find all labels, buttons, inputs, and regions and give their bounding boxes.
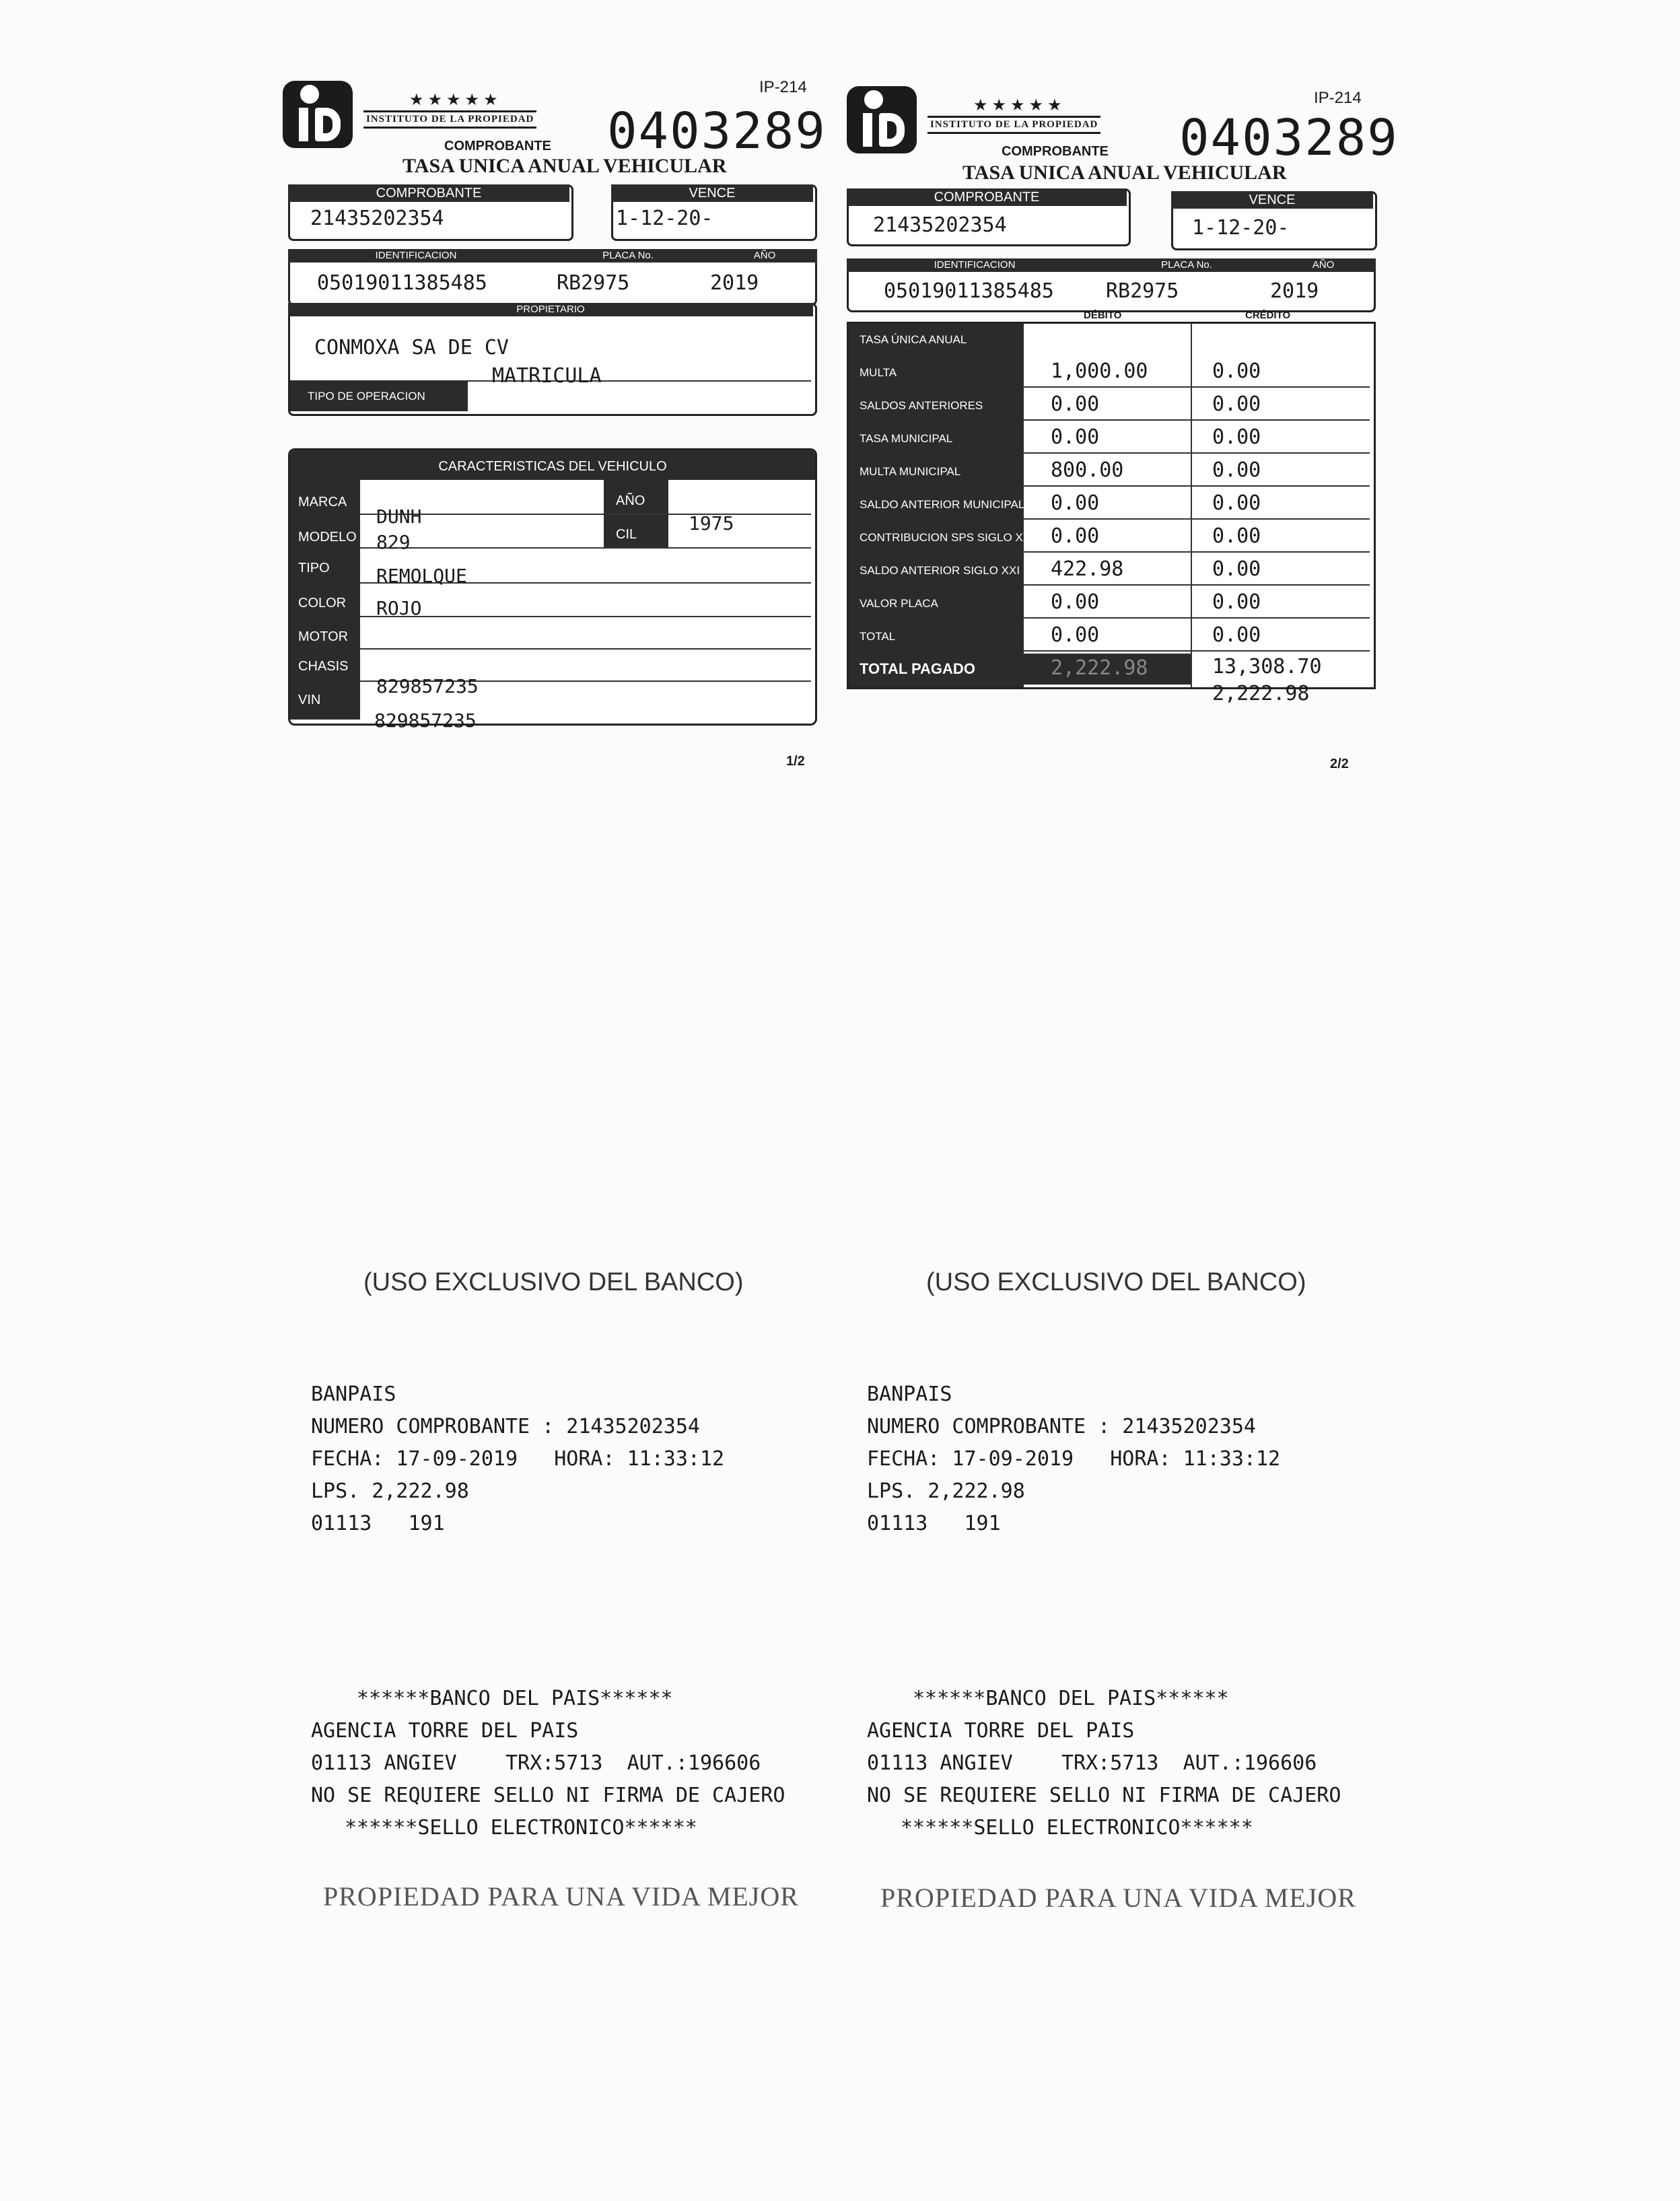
fee-row-label: MULTA MUNICIPAL: [860, 465, 961, 478]
fee-row-credito: 0.00: [1212, 392, 1261, 416]
fee-row-divider: [1024, 617, 1370, 619]
fee-row-debito: 0.00: [1051, 524, 1100, 548]
identificacion-header: IDENTIFICACION: [847, 258, 1102, 272]
receipt-title: TASA UNICA ANUAL VEHICULAR: [403, 155, 727, 177]
fee-row-debito: 0.00: [1051, 491, 1100, 515]
bank-slip-right: [852, 1259, 1404, 1925]
comprobante-small-label: COMPROBANTE: [444, 139, 551, 153]
fee-row-credito: 0.00: [1212, 491, 1261, 515]
color-value: ROJO: [376, 597, 422, 619]
bank-codes: 01113 191: [311, 1512, 445, 1535]
fecha-hora: FECHA: 17-09-2019 HORA: 11:33:12: [311, 1447, 725, 1471]
fee-row-divider: [1024, 419, 1370, 421]
vence-box: [1171, 191, 1377, 250]
identificacion-value: 05019011385485: [317, 271, 487, 295]
ip-logo-icon: [847, 86, 917, 153]
total-debito: 2,222.98: [1051, 656, 1148, 680]
comprobante-box: [847, 188, 1131, 246]
motto: PROPIEDAD PARA UNA VIDA MEJOR: [880, 1883, 1356, 1913]
page-number: 2/2: [1330, 757, 1349, 771]
chasis-value: 829857235: [376, 675, 479, 697]
fee-row-divider: [1024, 485, 1370, 487]
chasis-label: CHASIS: [298, 659, 349, 674]
no-se-requiere: NO SE REQUIERE SELLO NI FIRMA DE CAJERO: [311, 1784, 785, 1807]
fee-row-credito: 0.00: [1212, 458, 1261, 482]
comprobante-header: COMPROBANTE: [288, 184, 569, 202]
bank-codes: 01113 191: [867, 1512, 1001, 1535]
receipt-left: [283, 67, 827, 769]
fee-row-label: SALDO ANTERIOR SIGLO XXI: [860, 564, 1020, 577]
fee-row-label: SALDOS ANTERIORES: [860, 399, 983, 412]
ip-logo-icon: [283, 81, 353, 148]
color-label: COLOR: [298, 596, 347, 610]
fee-row-credito: 0.00: [1212, 557, 1261, 581]
fee-row-divider: [1024, 584, 1370, 586]
bank-use-heading: (USO EXCLUSIVO DEL BANCO): [363, 1268, 744, 1296]
lps-amount: LPS. 2,222.98: [867, 1479, 1025, 1503]
receipt-right: [847, 73, 1399, 773]
vehicle-characteristics-title: CARACTERISTICAS DEL VEHICULO: [290, 450, 815, 480]
tipo-value: REMOLQUE: [376, 565, 467, 587]
tipo-operacion-value: MATRICULA: [492, 364, 602, 388]
total-pagado-label: TOTAL PAGADO: [860, 660, 975, 677]
vence-value: 1-12-20-: [616, 207, 713, 230]
fee-row-credito: 0.00: [1212, 524, 1261, 548]
fee-row-label: TASA MUNICIPAL: [860, 432, 953, 445]
debito-header: DÉBITO: [1084, 310, 1122, 321]
fee-row-label: TASA ÚNICA ANUAL: [860, 333, 967, 346]
banco-del-pais: ******BANCO DEL PAIS******: [357, 1687, 673, 1710]
comprobante-header: COMPROBANTE: [847, 188, 1127, 206]
propietario-box: [288, 303, 817, 416]
bank-use-heading: (USO EXCLUSIVO DEL BANCO): [926, 1268, 1306, 1296]
fee-row-label: SALDO ANTERIOR MUNICIPAL: [860, 498, 1025, 511]
fee-row-debito: 0.00: [1051, 623, 1100, 647]
ano-header: AÑO: [1271, 258, 1376, 272]
motor-label: MOTOR: [298, 629, 349, 644]
modelo-label: MODELO: [298, 530, 357, 545]
propietario-value: CONMOXA SA DE CV: [314, 336, 509, 359]
fee-row-divider: [1024, 650, 1370, 652]
fee-row-label: VALOR PLACA: [860, 597, 938, 610]
fee-row-divider: [1024, 386, 1370, 388]
banco-del-pais: ******BANCO DEL PAIS******: [913, 1687, 1229, 1710]
lps-amount: LPS. 2,222.98: [311, 1479, 469, 1503]
placa-value: RB2975: [557, 271, 630, 295]
institution-name: INSTITUTO DE LA PROPIEDAD: [928, 116, 1100, 134]
fee-row-credito: 0.00: [1212, 425, 1261, 449]
comprobante-box: [288, 184, 573, 241]
tipo-operacion-label-cell: [290, 382, 468, 411]
serial-number: 0403289: [1179, 109, 1399, 167]
numero-comprobante: NUMERO COMPROBANTE : 21435202354: [867, 1415, 1256, 1438]
vence-header: VENCE: [611, 184, 813, 202]
fee-row-divider: [1024, 551, 1370, 553]
fee-row-debito: 800.00: [1051, 458, 1124, 482]
trx-line: 01113 ANGIEV TRX:5713 AUT.:196606: [867, 1751, 1317, 1775]
fee-row-credito: 0.00: [1212, 359, 1261, 383]
fees-table: [847, 322, 1376, 705]
credito-header: CRÉDITO: [1245, 310, 1291, 321]
form-code: IP-214: [1314, 89, 1362, 107]
agencia: AGENCIA TORRE DEL PAIS: [311, 1719, 579, 1743]
fecha-hora: FECHA: 17-09-2019 HORA: 11:33:12: [867, 1447, 1281, 1471]
identificacion-box: [288, 249, 817, 306]
fee-row-divider: [1024, 452, 1370, 454]
total-extra: 2,222.98: [1212, 682, 1310, 705]
identificacion-header: IDENTIFICACION: [288, 249, 544, 263]
tipo-operacion-label: TIPO DE OPERACION: [308, 390, 425, 403]
ano-value: 2019: [710, 271, 759, 295]
bank-name: BANPAIS: [867, 1383, 952, 1406]
fee-row-label: MULTA: [860, 366, 897, 379]
total-credito: 13,308.70: [1212, 655, 1322, 678]
fee-row-divider: [1024, 518, 1370, 520]
agencia: AGENCIA TORRE DEL PAIS: [867, 1719, 1135, 1743]
placa-header: PLACA No.: [1102, 258, 1271, 272]
ano-value: 2019: [1270, 279, 1319, 303]
vehicle-characteristics: [288, 448, 817, 726]
fee-row-label: CONTRIBUCION SPS SIGLO XXI: [860, 531, 1034, 544]
identificacion-box: [847, 258, 1376, 312]
stars-icon: ★★★★★: [973, 96, 1066, 114]
fee-row-credito: 0.00: [1212, 590, 1261, 614]
vehicle-ano-value: 1975: [689, 512, 734, 534]
marca-value: DUNH: [376, 505, 422, 528]
modelo-value: 829: [376, 531, 411, 553]
comprobante-value: 21435202354: [873, 213, 1007, 237]
tipo-label: TIPO: [298, 561, 330, 575]
fee-row-label: TOTAL: [860, 630, 896, 643]
sello-electronico: ******SELLO ELECTRONICO******: [901, 1816, 1253, 1840]
comprobante-value: 21435202354: [310, 207, 444, 230]
marca-label: MARCA: [298, 495, 347, 510]
placa-header: PLACA No.: [544, 249, 712, 263]
fee-row-debito: 0.00: [1051, 590, 1100, 614]
fee-row-debito: 422.98: [1051, 557, 1124, 581]
cil-label: CIL: [616, 527, 637, 542]
page-number: 1/2: [786, 754, 805, 769]
form-code: IP-214: [759, 78, 807, 96]
trx-line: 01113 ANGIEV TRX:5713 AUT.:196606: [311, 1751, 761, 1775]
fee-row-debito: 1,000.00: [1051, 359, 1148, 383]
fee-row-debito: 0.00: [1051, 425, 1100, 449]
receipt-title: TASA UNICA ANUAL VEHICULAR: [963, 162, 1287, 184]
motto: PROPIEDAD PARA UNA VIDA MEJOR: [323, 1881, 799, 1912]
identificacion-value: 05019011385485: [884, 279, 1054, 303]
fee-row-credito: 0.00: [1212, 623, 1261, 647]
vence-header: VENCE: [1171, 191, 1373, 209]
vin-value: 829857235: [374, 709, 477, 732]
vin-label: VIN: [298, 693, 321, 707]
no-se-requiere: NO SE REQUIERE SELLO NI FIRMA DE CAJERO: [867, 1784, 1341, 1807]
vence-box: [611, 184, 817, 241]
comprobante-small-label: COMPROBANTE: [1002, 144, 1109, 159]
bank-slip-left: [296, 1259, 848, 1925]
vehicle-ano-label: AÑO: [616, 493, 645, 508]
ano-header: AÑO: [712, 249, 817, 263]
numero-comprobante: NUMERO COMPROBANTE : 21435202354: [311, 1415, 700, 1438]
sello-electronico: ******SELLO ELECTRONICO******: [345, 1816, 697, 1840]
vence-value: 1-12-20-: [1192, 216, 1290, 240]
serial-number: 0403289: [607, 102, 827, 160]
institution-name: INSTITUTO DE LA PROPIEDAD: [363, 110, 536, 129]
bank-name: BANPAIS: [311, 1383, 396, 1406]
stars-icon: ★★★★★: [409, 91, 502, 109]
fee-row-debito: 0.00: [1051, 392, 1100, 416]
propietario-header: PROPIETARIO: [288, 303, 813, 316]
placa-value: RB2975: [1106, 279, 1179, 303]
